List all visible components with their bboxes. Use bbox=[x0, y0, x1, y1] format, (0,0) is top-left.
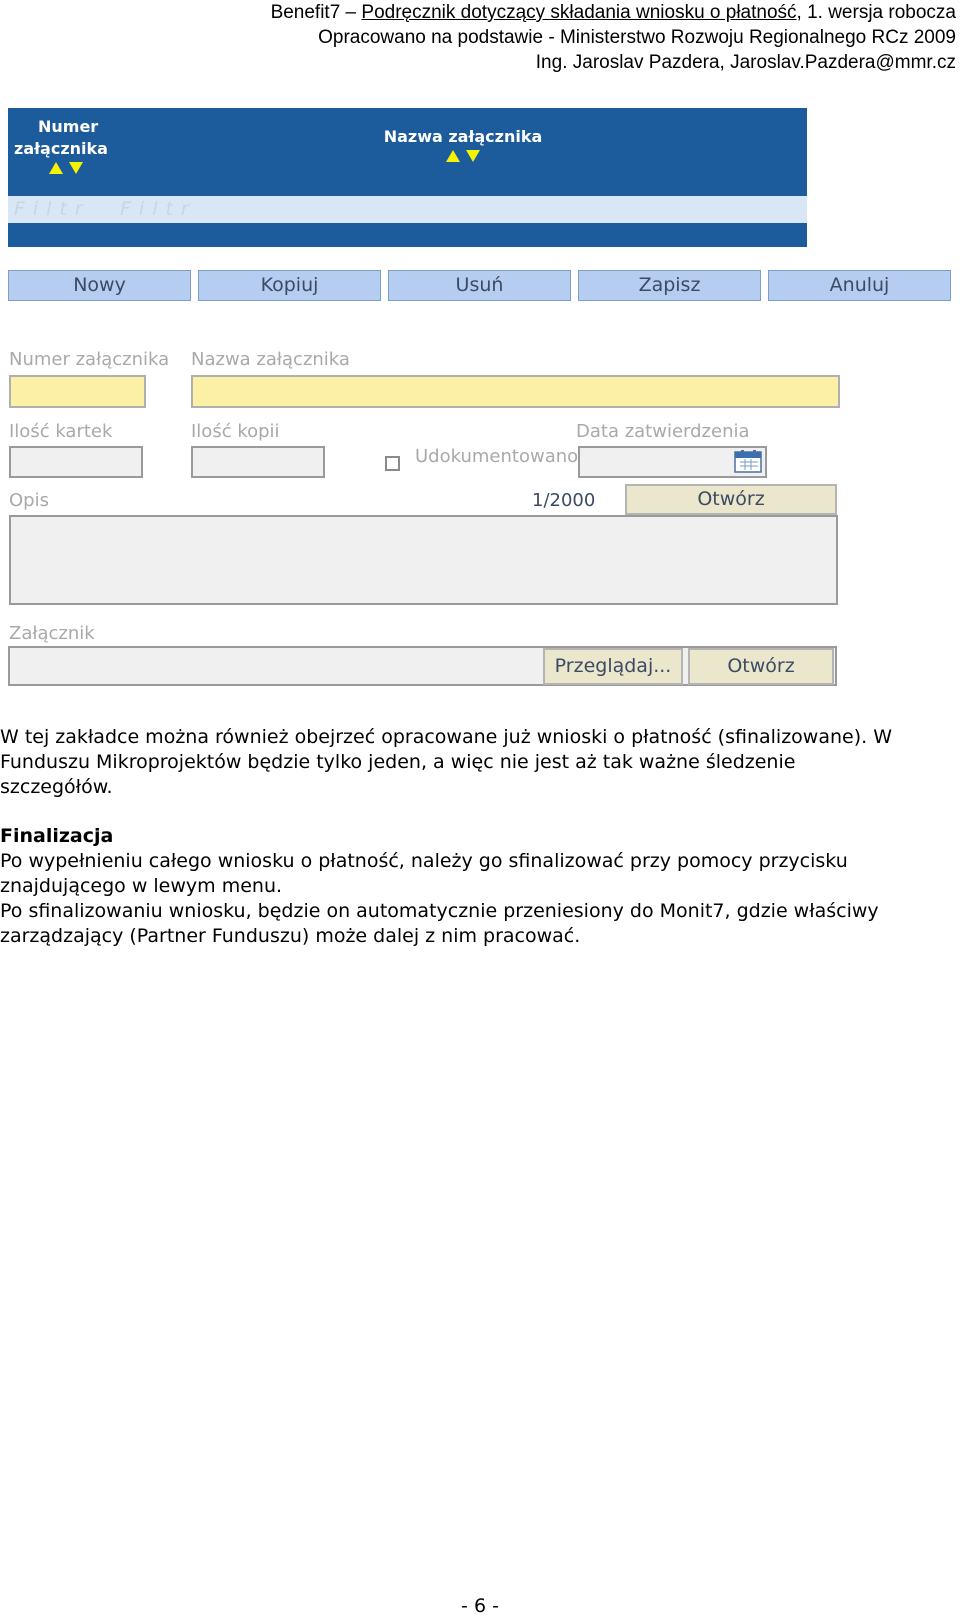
header-product: Benefit7 – bbox=[270, 2, 362, 23]
paragraph-line: zarządzający (Partner Funduszu) może dalej z nim pracować. bbox=[0, 925, 581, 947]
header-document-title: Podręcznik dotyczący składania wniosku o płatność bbox=[361, 2, 797, 23]
grid-body bbox=[8, 223, 807, 247]
attachments-grid-header bbox=[8, 108, 807, 196]
attachment-number-field[interactable] bbox=[9, 375, 146, 408]
attachment-open-button[interactable]: Otwórz bbox=[688, 648, 834, 685]
header-line-1 bbox=[16, 0, 956, 25]
sort-descending-icon[interactable] bbox=[69, 162, 83, 174]
save-button[interactable]: Zapisz bbox=[578, 270, 761, 301]
column-attachment-number-label-1: Numer bbox=[38, 117, 99, 136]
new-button[interactable]: Nowy bbox=[8, 270, 191, 301]
attachment-label: Załącznik bbox=[9, 623, 95, 644]
description-label: Opis bbox=[9, 490, 49, 511]
paragraph-line: Funduszu Mikroprojektów będzie tylko jeden, a więc nie jest aż tak ważne śledzenie szczegółów. bbox=[0, 751, 796, 798]
header-version: , 1. wersja robocza bbox=[796, 2, 956, 23]
header-line-2: Opracowano na podstawie - Ministerstwo Rozwoju Regionalnego RCz 2009 bbox=[318, 27, 956, 48]
copies-count-label: Ilość kopii bbox=[191, 421, 280, 442]
filter-number-input[interactable]: Filtr bbox=[14, 198, 91, 220]
sort-descending-icon[interactable] bbox=[466, 150, 480, 162]
cancel-button[interactable]: Anuluj bbox=[768, 270, 951, 301]
sort-arrows bbox=[14, 162, 114, 174]
browse-button[interactable]: Przeglądaj... bbox=[543, 648, 683, 685]
description-field[interactable] bbox=[9, 515, 838, 605]
section-title-finalization: Finalizacja bbox=[0, 825, 114, 847]
page-header bbox=[16, 0, 956, 75]
copy-button[interactable]: Kopiuj bbox=[198, 270, 381, 301]
filter-name-input[interactable]: Filtr bbox=[120, 198, 197, 220]
pages-count-label: Ilość kartek bbox=[9, 421, 113, 442]
copies-count-field[interactable] bbox=[191, 446, 325, 478]
pages-count-field[interactable] bbox=[9, 446, 143, 478]
description-char-counter: 1/2000 bbox=[532, 490, 596, 511]
column-attachment-number[interactable] bbox=[14, 116, 114, 174]
paragraph-line: W tej zakładce można również obejrzeć opracowane już wnioski o płatność (sfinalizowane). W bbox=[0, 726, 892, 748]
body-text bbox=[0, 725, 900, 949]
toolbar bbox=[8, 270, 960, 303]
delete-button[interactable]: Usuń bbox=[388, 270, 571, 301]
page-number: - 6 - bbox=[461, 1595, 499, 1617]
calendar-icon[interactable] bbox=[734, 449, 764, 474]
description-open-button[interactable]: Otwórz bbox=[625, 484, 837, 515]
attachment-number-label: Numer załącznika bbox=[9, 349, 170, 370]
column-attachment-name[interactable] bbox=[363, 126, 563, 162]
paragraph-line: znajdującego w lewym menu. bbox=[0, 875, 283, 897]
sort-ascending-icon[interactable] bbox=[49, 162, 63, 174]
attachment-name-field[interactable] bbox=[191, 375, 840, 408]
attachment-name-label: Nazwa załącznika bbox=[191, 349, 350, 370]
sort-ascending-icon[interactable] bbox=[446, 150, 460, 162]
paragraph-line: Po sfinalizowaniu wniosku, będzie on automatycznie przeniesiony do Monit7, gdzie właściwy bbox=[0, 900, 879, 922]
documented-checkbox[interactable] bbox=[385, 456, 400, 471]
approval-date-label: Data zatwierdzenia bbox=[576, 421, 750, 442]
documented-label: Udokumentowano bbox=[415, 446, 579, 467]
header-line-3: Ing. Jaroslav Pazdera, Jaroslav.Pazdera@mmr.cz bbox=[535, 52, 956, 73]
paragraph-line: Po wypełnieniu całego wniosku o płatność, należy go sfinalizować przy pomocy przycisku bbox=[0, 850, 848, 872]
column-attachment-number-label-2: załącznika bbox=[14, 139, 108, 158]
column-attachment-name-label: Nazwa załącznika bbox=[383, 127, 543, 146]
filter-row bbox=[8, 196, 807, 223]
sort-arrows bbox=[363, 150, 563, 162]
